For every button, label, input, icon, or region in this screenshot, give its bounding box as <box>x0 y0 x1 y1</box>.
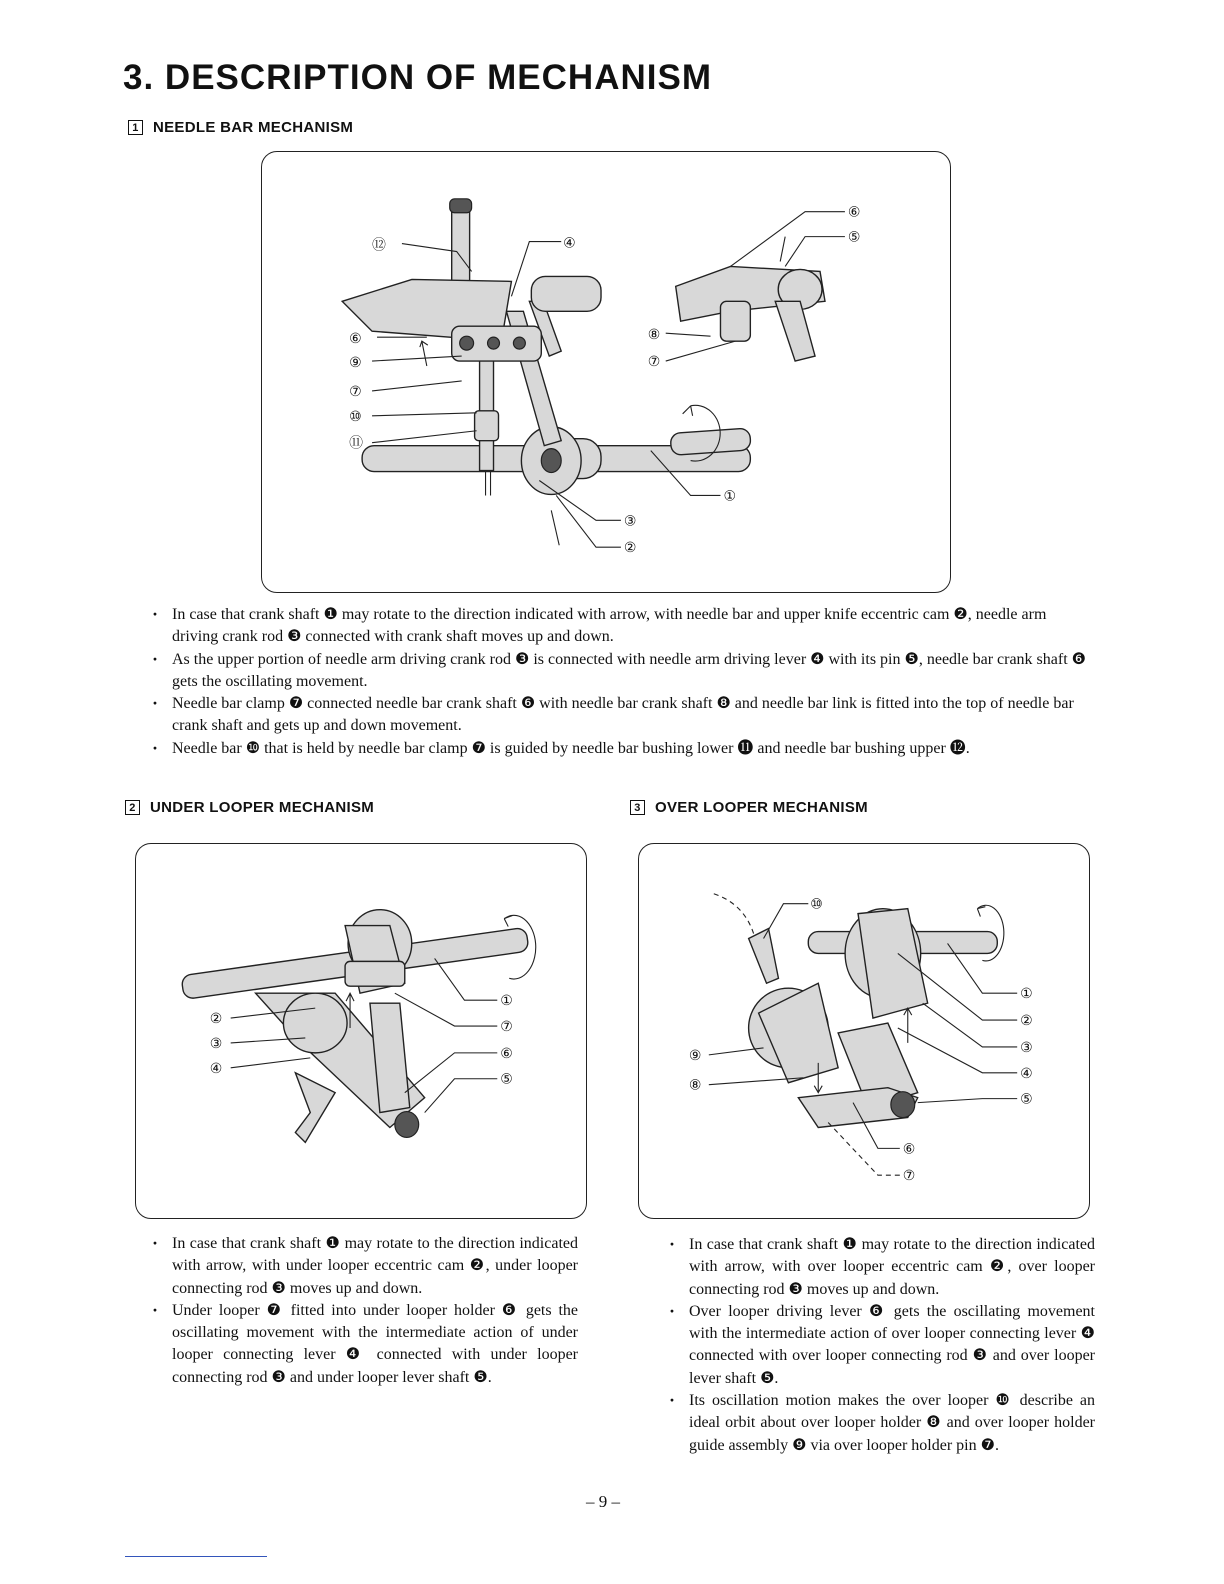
footer-rule <box>125 1556 267 1557</box>
over-looper-figure <box>638 843 1090 1219</box>
callout-9: ⑨ <box>688 1048 702 1064</box>
section-number: 1 <box>128 120 143 135</box>
list-item: · As the upper portion of needle arm driving crank rod ❸ is connected with needle arm driving lever ❹ with its pin ❺, needle bar crank shaft ❻ gets the oscillating movement. <box>150 649 1094 694</box>
callout-3: ③ <box>1020 1040 1033 1056</box>
callout-8: ⑧ <box>688 1078 702 1094</box>
list-item: · Its oscillation motion makes the over looper ❿ describe an ideal orbit about over looper holder ❽ and over looper holder guide assembly ❾ via over looper holder pin ❼. <box>667 1390 1095 1457</box>
section-number: 3 <box>630 800 645 815</box>
callout-8: ⑧ <box>647 328 661 344</box>
callout-5: ⑤ <box>1020 1092 1033 1108</box>
callout-9: ⑨ <box>349 356 362 372</box>
callout-7: ⑦ <box>500 1020 513 1035</box>
callout-6-detail: ⑥ <box>847 205 861 221</box>
list-item: · Under looper ❼ fitted into under looper holder ❻ gets the oscillating movement with the intermediate action of under looper connecting lever ❹ connected with under looper connecting rod ❸ and under looper lever shaft ❺. <box>150 1300 578 1389</box>
over-looper-description-list <box>667 1234 1095 1457</box>
callout-7-detail: ⑦ <box>647 355 661 371</box>
callout-10: ⑩ <box>349 409 362 425</box>
list-item: · In case that crank shaft ❶ may rotate to the direction indicated with arrow, with needle bar and upper knife eccentric cam ❷, needle arm driving crank rod ❸ connected with crank shaft moves up and down. <box>150 604 1094 649</box>
list-item: · Needle bar ❿ that is held by needle bar clamp ❼ is guided by needle bar bushing lower ⓫ and needle bar bushing upper ⓬. <box>150 738 1094 760</box>
under-looper-figure <box>135 843 587 1219</box>
callout-1: ① <box>500 994 513 1010</box>
callout-4: ④ <box>1020 1066 1033 1082</box>
callout-6: ⑥ <box>349 332 362 348</box>
list-item: · Needle bar clamp ❼ connected needle bar crank shaft ❻ with needle bar crank shaft ❽ and needle bar link is fitted into the top of needle bar crank shaft and gets up and down movement. <box>150 693 1094 738</box>
section-title: UNDER LOOPER MECHANISM <box>150 799 375 816</box>
callout-5: ⑤ <box>500 1072 513 1088</box>
section-title: OVER LOOPER MECHANISM <box>655 799 868 816</box>
under-looper-mechanism-illustration <box>136 844 586 1218</box>
callout-1: ① <box>1020 987 1033 1003</box>
list-item: · In case that crank shaft ❶ may rotate to the direction indicated with arrow, with under looper eccentric cam ❷, under looper connecting rod ❸ moves up and down. <box>150 1233 578 1300</box>
needle-bar-mechanism-illustration <box>262 152 950 592</box>
page-number: – 9 – <box>586 1492 620 1511</box>
callout-11: ⑪ <box>349 436 364 452</box>
needle-bar-description-list <box>150 604 1094 760</box>
callout-3: ③ <box>209 1036 223 1052</box>
callout-4: ④ <box>209 1061 223 1077</box>
callout-7: ⑦ <box>349 384 362 400</box>
callout-5: ⑤ <box>847 230 861 246</box>
section-title: NEEDLE BAR MECHANISM <box>153 119 354 136</box>
section-heading-over-looper <box>630 799 868 816</box>
section-heading-under-looper <box>125 799 374 816</box>
callout-6: ⑥ <box>500 1046 513 1062</box>
callout-2: ② <box>209 1012 223 1028</box>
callout-2: ② <box>1020 1014 1033 1030</box>
list-item: · Over looper driving lever ❻ gets the oscillating movement with the intermediate action of over looper connecting lever ❹ connected with over looper connecting rod ❸ and over looper lever shaft ❺. <box>667 1301 1095 1390</box>
needle-bar-figure <box>261 151 951 593</box>
callout-7: ⑦ <box>902 1169 916 1185</box>
section-heading-needle-bar <box>128 119 353 136</box>
section-number: 2 <box>125 800 140 815</box>
callout-2: ② <box>623 541 637 557</box>
under-looper-description-list <box>150 1233 578 1389</box>
callout-6: ⑥ <box>902 1142 916 1158</box>
list-item: · In case that crank shaft ❶ may rotate to the direction indicated with arrow, with over looper eccentric cam ❷, over looper connecting rod ❸ moves up and down. <box>667 1234 1095 1301</box>
callout-10: ⑩ <box>810 897 823 913</box>
page-title: 3. DESCRIPTION OF MECHANISM <box>123 58 712 97</box>
callout-1: ① <box>723 489 736 505</box>
callout-12: ⑫ <box>372 238 387 254</box>
over-looper-mechanism-illustration <box>639 844 1089 1218</box>
callout-4: ④ <box>563 236 576 252</box>
callout-3: ③ <box>623 514 637 530</box>
